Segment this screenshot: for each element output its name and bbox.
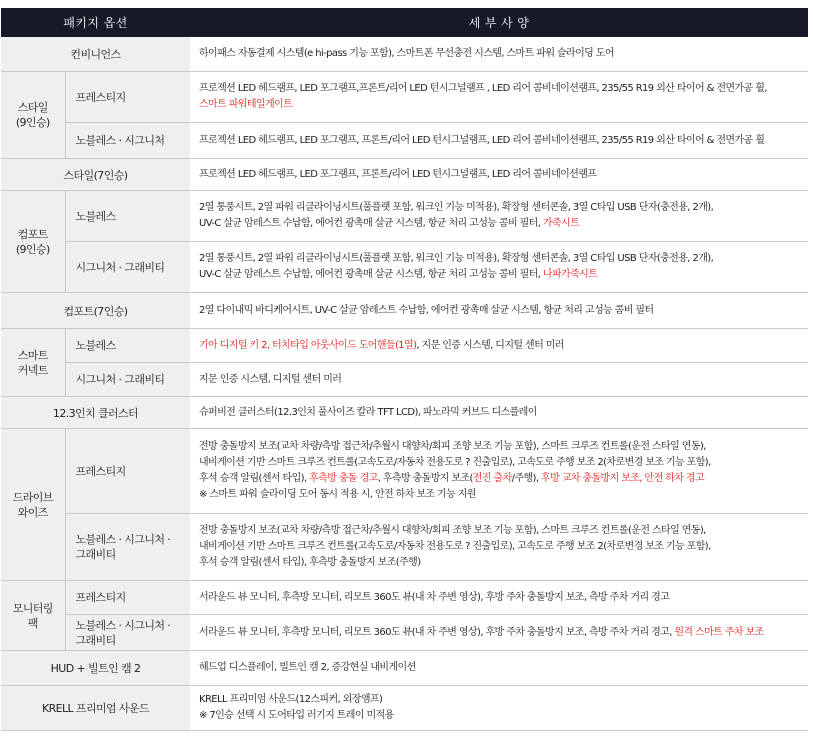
category-style-9: 스타일 (9인승) (1, 72, 65, 159)
table-row (1, 615, 808, 651)
package-options-table (1, 8, 808, 731)
table-row (1, 429, 808, 514)
option-hud-builtin-cam: HUD + 빌트인 캠 2 (1, 651, 190, 686)
header-detail-spec: 세 부 사 양 (190, 8, 808, 37)
trim-signature-gravity: 시그니처 · 그래비티 (65, 242, 190, 293)
detail-style9-prestige: 프로젝션 LED 헤드램프, LED 포그램프,프론트/리어 LED 턴시그널램프 , LED 리어 콤비네이션램프, 235/55 R19 외산 타이어 & 전면가공 휠, 스마트 파워테일게이트 (190, 72, 808, 123)
detail-monitoring-prestige: 서라운드 뷰 모니터, 후측방 모니터, 리모트 360도 뷰(내 차 주변 영상), 후방 주차 충돌방지 보조, 측방 주차 거리 경고 (190, 581, 808, 615)
category-comfort-9: 컴포트 (9인승) (1, 191, 65, 293)
table-row (1, 191, 808, 242)
category-drive-wise: 드라이브 와이즈 (1, 429, 65, 581)
trim-prestige: 프레스티지 (65, 72, 190, 123)
detail-cluster: 슈퍼비전 클러스터(12.3인치 풀사이즈 칼라 TFT LCD), 파노라믹 커브드 디스플레이 (190, 397, 808, 429)
trim-noblesse-signature: 노블레스 · 시그니처 (65, 123, 190, 159)
table-header-row (1, 8, 808, 37)
table-row (1, 242, 808, 293)
table-row (1, 72, 808, 123)
category-monitoring-pack: 모니터링 팩 (1, 581, 65, 651)
trim-noblesse-signature-gravity: 노블레스 · 시그니처 · 그래비티 (65, 514, 190, 581)
table-row (1, 37, 808, 72)
detail-style9-noblesse-signature: 프로젝션 LED 헤드램프, LED 포그램프, 프론트/리어 LED 턴시그널램프, LED 리어 콤비네이션램프, 235/55 R19 외산 타이어 & 전면가공 휠 (190, 123, 808, 159)
detail-smart-connect-signature-gravity: 지문 인증 시스템, 디지털 센터 미러 (190, 363, 808, 397)
option-cluster: 12.3인치 클러스터 (1, 397, 190, 429)
table-row (1, 329, 808, 363)
table-row (1, 159, 808, 191)
table-row (1, 363, 808, 397)
trim-signature-gravity: 시그니처 · 그래비티 (65, 363, 190, 397)
detail-drive-wise-noblesse-signature-gravity: 전방 충돌방지 보조(교차 차량/측방 접근차/추월시 대향차/회피 조향 보조 기능 포함), 스마트 크루즈 컨트롤(운전 스타일 연동), 내비게이션 기반 스마트 크루즈 컨트롤(고속도로/자동차 전용도로 ? 진출입로), 고속도로 주행 보조 2(차로변경 보조 기능 포함), 후석 승객 알림(센서 타입), 후측방 충돌방지 보조(주행) (190, 514, 808, 581)
detail-hud: 헤드업 디스플레이, 빌트인 캠 2, 증강현실 내비게이션 (190, 651, 808, 686)
detail-style7: 프로젝션 LED 헤드램프, LED 포그램프, 프론트/리어 LED 턴시그널램프, LED 리어 콤비네이션램프 (190, 159, 808, 191)
detail-convenience: 하이패스 자동결제 시스템(e hi-pass 기능 포함), 스마트폰 무선충전 시스템, 스마트 파워 슬라이딩 도어 (190, 37, 808, 72)
option-style-7: 스타일(7인승) (1, 159, 190, 191)
detail-comfort9-noblesse: 2열 통풍시트, 2열 파워 리클라이닝시트(풀플랫 포함, 워크인 기능 미적용), 확장형 센터콘솔, 3열 C타입 USB 단자(충전용, 2개), UV-C 살균 암레스트 수납함, 에어컨 광촉매 살균 시스템, 항균 처리 고성능 콤비 필터, 가죽시트 (190, 191, 808, 242)
option-krell-sound: KRELL 프리미엄 사운드 (1, 686, 190, 731)
detail-krell: KRELL 프리미엄 사운드(12스피커, 외장앰프) ※ 7인승 선택 시 도어타입 러기지 트레이 미적용 (190, 686, 808, 731)
header-package-option: 패키지 옵션 (1, 8, 190, 37)
table-row (1, 581, 808, 615)
trim-noblesse: 노블레스 (65, 329, 190, 363)
trim-noblesse: 노블레스 (65, 191, 190, 242)
table-row (1, 686, 808, 731)
option-comfort-7: 컴포트(7인승) (1, 293, 190, 329)
trim-prestige: 프레스티지 (65, 581, 190, 615)
detail-comfort7: 2열 다이내믹 바디케어시트, UV-C 살균 암레스트 수납함, 에어컨 광촉매 살균 시스템, 항균 처리 고성능 콤비 필터 (190, 293, 808, 329)
table-row (1, 123, 808, 159)
trim-noblesse-signature-gravity: 노블레스 · 시그니처 · 그래비티 (65, 615, 190, 651)
detail-drive-wise-prestige: 전방 충돌방지 보조(교차 차량/측방 접근차/추월시 대향차/회피 조향 보조 기능 포함), 스마트 크루즈 컨트롤(운전 스타일 연동), 내비게이션 기반 스마트 크루즈 컨트롤(고속도로/자동차 전용도로 ? 진출입로), 고속도로 주행 보조 2(차로변경 보조 기능 포함), 후석 승객 알림(센서 타입), 후측방 충돌 경고, 후측방 충돌방지 보조(전진 출차/주행), 후방 교차 충돌방지 보조, 안전 하차 경고 ※ 스마트 파워 슬라이딩 도어 동시 적용 시, 안전 하차 보조 기능 지원 (190, 429, 808, 514)
table-row (1, 397, 808, 429)
detail-monitoring-noblesse-signature-gravity: 서라운드 뷰 모니터, 후측방 모니터, 리모트 360도 뷰(내 차 주변 영상), 후방 주차 충돌방지 보조, 측방 주차 거리 경고, 원격 스마트 주차 보조 (190, 615, 808, 651)
trim-prestige: 프레스티지 (65, 429, 190, 514)
category-smart-connect: 스마트 커넥트 (1, 329, 65, 397)
detail-smart-connect-noblesse: 기아 디지털 키 2, 터치타입 아웃사이드 도어핸들(1열), 지문 인증 시스템, 디지털 센터 미러 (190, 329, 808, 363)
table-row (1, 651, 808, 686)
table-row (1, 293, 808, 329)
table-row (1, 514, 808, 581)
detail-comfort9-signature-gravity: 2열 통풍시트, 2열 파워 리클라이닝시트(풀플랫 포함, 워크인 기능 미적용), 확장형 센터콘솔, 3열 C타입 USB 단자(충전용, 2개), UV-C 살균 암레스트 수납함, 에어컨 광촉매 살균 시스템, 항균 처리 고성능 콤비 필터, 나파가죽시트 (190, 242, 808, 293)
option-convenience: 컨비니언스 (1, 37, 190, 72)
